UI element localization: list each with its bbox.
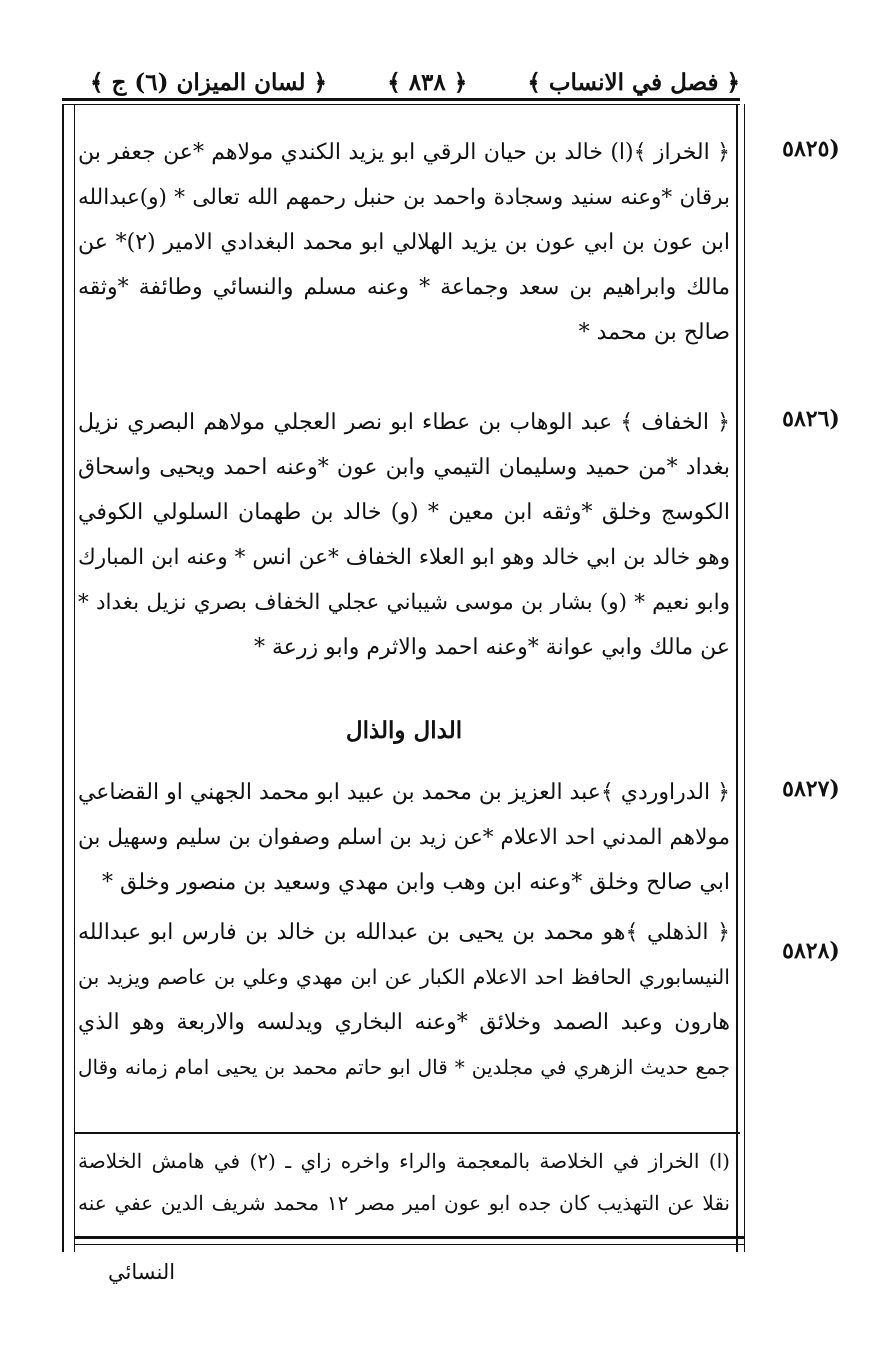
- text-line: ابي صالح وخلق *وعنه ابن وهب وابن مهدي وسعيد بن منصور وخلق *: [102, 870, 730, 895]
- text-line: بغداد *من حميد وسليمان التيمي وابن عون *وعنه احمد ويحيى واسحاق: [78, 455, 730, 480]
- text-line: صالح بن محمد *: [578, 320, 730, 345]
- section-heading: [78, 708, 730, 753]
- text-line: ﴿ الذهلي ﴾هو محمد بن يحيى بن عبدالله بن خالد بن فارس ابو عبدالله: [78, 920, 730, 945]
- entry-number: (٥٨٢٨: [782, 938, 840, 964]
- footnote-rule: [75, 1132, 740, 1134]
- text-line: مولاهم المدني احد الاعلام *عن زيد بن اسلم وصفوان بن سليم وسهيل بن: [78, 825, 730, 850]
- frame-left-outer: [62, 104, 64, 1252]
- header-section: ﴿ فصل في الانساب ﴾: [527, 68, 740, 96]
- text-line: مالك وابراهيم بن سعد وجماعة * وعنه مسلم والنسائي وطائفة *وثقه: [78, 275, 730, 300]
- entry-number: (٥٨٢٥: [782, 136, 840, 162]
- header-title: ﴿ لسان الميزان (٦) ج ﴾: [90, 68, 328, 96]
- frame-right-outer: [744, 104, 745, 1252]
- text-line: برقان *وعنه سنيد وسجادة واحمد بن حنبل رحمهم الله تعالى * (و)عبدالله: [78, 185, 730, 210]
- text-line: ﴿ الخفاف ﴾ عبد الوهاب بن عطاء ابو نصر العجلي مولاهم البصري نزيل: [78, 410, 730, 435]
- text-line: الكوسج وخلق *وثقه ابن معين * (و) خالد بن طهمان السلولي الكوفي: [78, 500, 730, 525]
- bottom-rule: [75, 1236, 745, 1239]
- frame-right-inner: [736, 104, 738, 1252]
- text-line: ابن عون بن ابي عون بن يزيد الهلالي ابو محمد البغدادي الامير (٢)* عن: [78, 230, 730, 255]
- text-line: وهو خالد بن ابي خالد وهو ابو العلاء الخفاف *عن انس * وعنه ابن المبارك: [78, 545, 730, 570]
- entry-5826: [78, 400, 730, 670]
- entry-5827: [78, 770, 730, 905]
- header-rule-thin: [62, 104, 740, 105]
- footnote-line: (ا) الخراز في الخلاصة بالمعجمة والراء واخره زاي ـ (٢) في هامش الخلاصة: [78, 1149, 730, 1173]
- entry-number: (٥٨٢٦: [782, 406, 840, 432]
- text-line: هارون وعبد الصمد وخلائق *وعنه البخاري ويدلسه والاربعة وهو الذي: [78, 1010, 730, 1035]
- footnotes: [78, 1140, 730, 1224]
- header-page-number: ﴿ ٨٣٨ ﴾: [387, 68, 468, 96]
- header-rule: [62, 98, 740, 101]
- text-line: ﴿ الخراز ﴾(ا) خالد بن حيان الرقي ابو يزيد الكندي مولاهم *عن جعفر بن: [78, 140, 730, 165]
- footnote-line: نقلا عن التهذيب كان جده ابو عون امير مصر ١٢ محمد شريف الدين عفي عنه: [78, 1191, 730, 1215]
- bottom-rule-thin: [75, 1244, 745, 1245]
- text-line: عن مالك وابي عوانة *وعنه احمد والاثرم وابو زرعة *: [254, 635, 730, 660]
- text-line: النيسابوري الحافظ احد الاعلام الكبار عن ابن مهدي وعلي بن عاصم ويزيد بن: [78, 965, 730, 989]
- text-line: ﴿ الدراوردي ﴾عبد العزيز بن محمد بن عبيد ابو محمد الجهني او القضاعي: [78, 780, 730, 805]
- entry-number: (٥٨٢٧: [782, 776, 840, 802]
- running-header: [90, 62, 740, 102]
- catchword: النسائي: [108, 1260, 176, 1284]
- section-heading-text: الدال والذال: [345, 717, 463, 744]
- text-line: جمع حديث الزهري في مجلدين * قال ابو حاتم محمد بن يحيى امام زمانه وقال: [78, 1055, 730, 1079]
- entry-5828: [78, 910, 730, 1090]
- frame-left-inner: [74, 104, 75, 1252]
- text-line: وابو نعيم * (و) بشار بن موسى شيباني عجلي الخفاف بصري نزيل بغداد *: [78, 590, 730, 615]
- entry-5825: [78, 130, 730, 355]
